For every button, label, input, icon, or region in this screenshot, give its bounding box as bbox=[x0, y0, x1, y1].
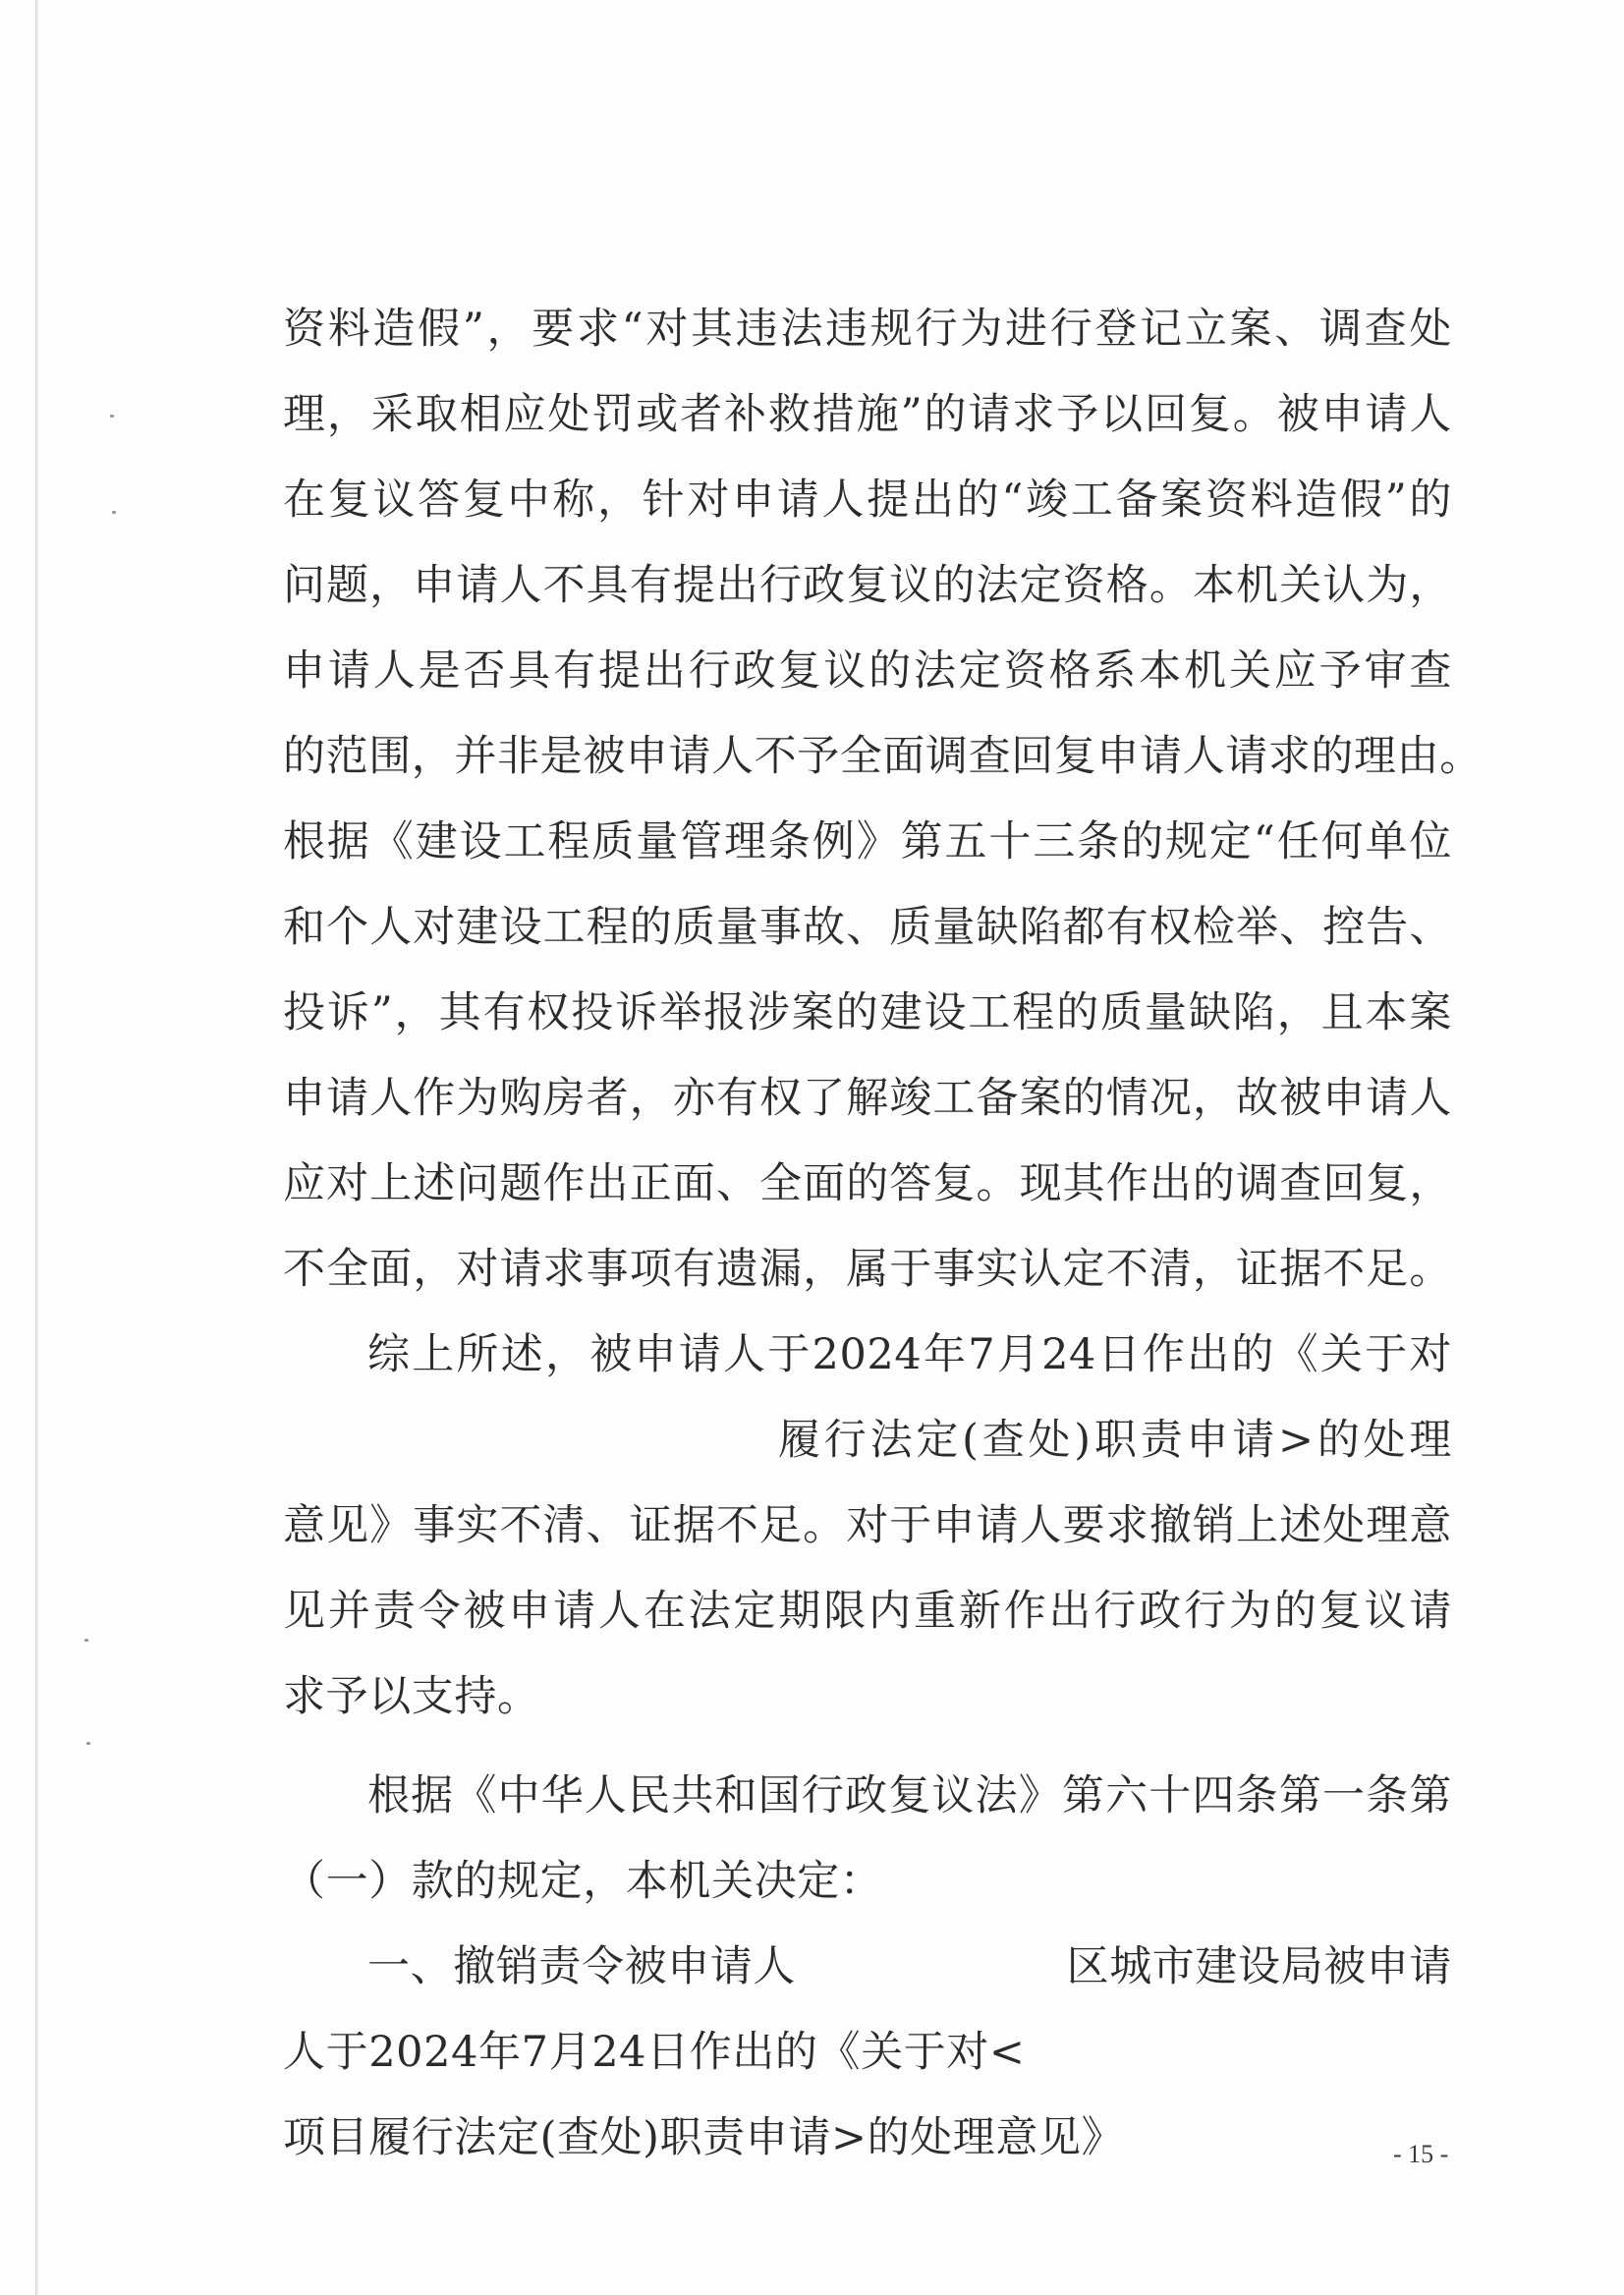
body-line: 在复议答复中称，针对申请人提出的“竣工备案资料造假”的 bbox=[283, 476, 1452, 525]
body-line: 求予以支持。 bbox=[283, 1672, 540, 1721]
scan-speck bbox=[110, 415, 114, 418]
page-number: - 15 - bbox=[1393, 2140, 1449, 2168]
body-line: 和个人对建设工程的质量事故、质量缺陷都有权检举、控告、 bbox=[283, 903, 1452, 952]
body-line: 项目履行法定(查处)职责申请>的处理意见》 bbox=[283, 2113, 1125, 2162]
paragraph-first-line: 综上所述，被申请人于2024年7月24日作出的《关于对 bbox=[367, 1330, 1452, 1379]
body-line: 资料造假”，要求“对其违法违规行为进行登记立案、调查处 bbox=[283, 305, 1452, 354]
paragraph-first-line: 根据《中华人民共和国行政复议法》第六十四条第一条第 bbox=[367, 1771, 1452, 1820]
scan-speck bbox=[112, 511, 116, 514]
decision-line bbox=[367, 1938, 1452, 1995]
body-line: 履行法定(查处)职责申请>的处理 bbox=[778, 1416, 1452, 1465]
body-line: 人于2024年7月24日作出的《关于对< bbox=[283, 2028, 1026, 2077]
body-line: 见并责令被申请人在法定期限内重新作出行政行为的复议请 bbox=[283, 1587, 1452, 1636]
body-line: （一）款的规定，本机关决定： bbox=[283, 1857, 883, 1906]
scan-page-edge bbox=[35, 0, 38, 2295]
body-line: 投诉”，其有权投诉举报涉案的建设工程的质量缺陷，且本案 bbox=[283, 988, 1452, 1037]
body-line: 申请人是否具有提出行政复议的法定资格系本机关应予审查 bbox=[283, 646, 1452, 696]
body-line: 意见》事实不清、证据不足。对于申请人要求撤销上述处理意 bbox=[283, 1501, 1452, 1550]
body-line: 的范围，并非是被申请人不予全面调查回复申请人请求的理由。 bbox=[283, 732, 1483, 781]
scan-speck bbox=[86, 1742, 90, 1745]
body-line: 不全面，对请求事项有遗漏，属于事实认定不清，证据不足。 bbox=[283, 1245, 1452, 1294]
body-line: 问题，申请人不具有提出行政复议的法定资格。本机关认为， bbox=[283, 561, 1452, 610]
body-line: 理，采取相应处罚或者补救措施”的请求予以回复。被申请人 bbox=[283, 390, 1452, 439]
scan-speck bbox=[84, 1639, 88, 1642]
body-line: 根据《建设工程质量管理条例》第五十三条的规定“任何单位 bbox=[283, 817, 1452, 867]
decision-line-part: 一、撤销责令被申请人 bbox=[367, 1942, 796, 1991]
decision-line-part: 区城市建设局被申请 bbox=[1066, 1942, 1452, 1991]
body-line: 应对上述问题作出正面、全面的答复。现其作出的调查回复， bbox=[283, 1159, 1452, 1208]
body-line: 申请人作为购房者，亦有权了解竣工备案的情况，故被申请人 bbox=[283, 1074, 1452, 1123]
